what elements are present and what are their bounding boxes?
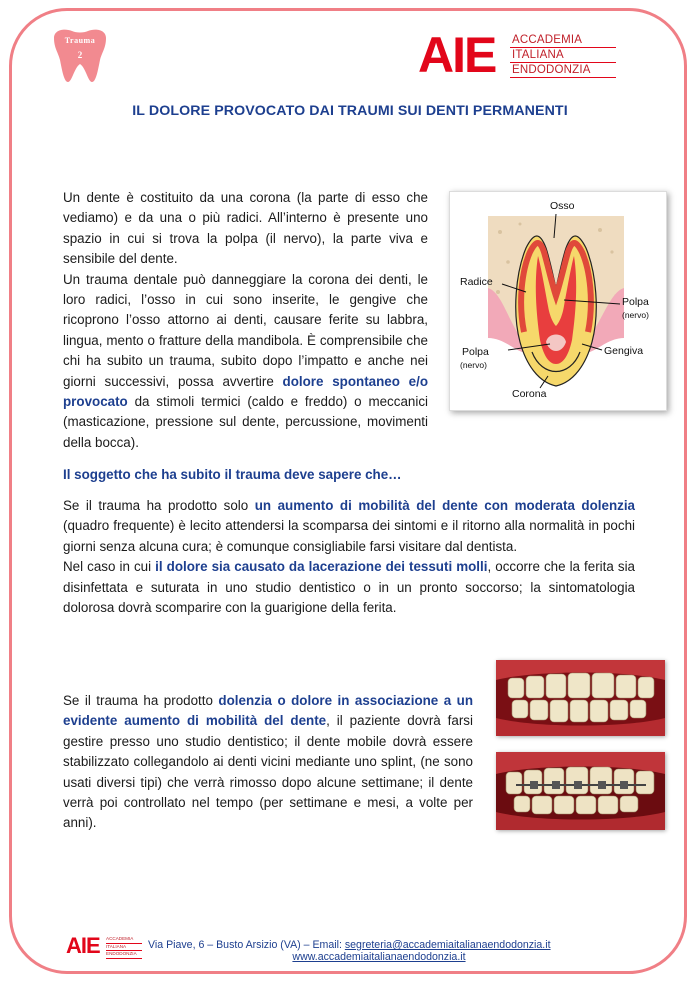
footer-logo-letters: AIE bbox=[66, 933, 100, 958]
label-polpa-right: Polpa bbox=[622, 296, 649, 308]
intro-p2-text-end: da stimoli termici (caldo e freddo) o meccanici (masticazione, pressione sul dente, percussione, movimenti della bocca). bbox=[63, 394, 428, 450]
badge-label: Trauma bbox=[64, 36, 96, 45]
section-paragraph-1 bbox=[63, 496, 635, 557]
footer-address: Via Piave, 6 – Busto Arsizio (VA) – Email: bbox=[148, 939, 345, 951]
label-nervo-left: (nervo) bbox=[460, 360, 487, 370]
footer-logo-line-2: ITALIANA bbox=[106, 944, 142, 952]
section-p1-text: Se il trauma ha prodotto solo bbox=[63, 498, 255, 513]
footer-logo-line-3: ENDODONZIA bbox=[106, 951, 142, 959]
aie-logo bbox=[418, 27, 616, 83]
intro-p2-highlight: dolore spontaneo e/o provocato bbox=[63, 373, 428, 410]
intro-p2-text: Un trauma dentale può danneggiare la corona dei denti, le loro radici, l’osso in cui sono inserite, le gengive che ricoprono l’osso attorno ai denti, causare ferite su labbra, lingua, mento o fratture della mandibola. È comprensibile che chi ha subito un trauma, subito dopo l’impatto e anche nei giorni successivi, possa avvertire bbox=[63, 271, 428, 389]
label-nervo-right: (nervo) bbox=[622, 310, 649, 320]
label-corona: Corona bbox=[512, 388, 547, 400]
section-p2-highlight: il dolore sia causato da lacerazione dei tessuti molli bbox=[155, 559, 488, 575]
tooth-anatomy-diagram bbox=[449, 191, 667, 411]
label-osso: Osso bbox=[550, 200, 575, 212]
logo-line-1: ACCADEMIA bbox=[510, 33, 616, 48]
footer-email-link[interactable]: segreteria@accademiaitalianaendodonzia.it bbox=[344, 939, 551, 951]
footer-logo-line-1: ACCADEMIA bbox=[106, 936, 142, 944]
section-p3-text: Se il trauma ha prodotto bbox=[63, 693, 219, 708]
intro-paragraph-1: Un dente è costituito da una corona (la parte di esso che vediamo) e da una o più radici. All’interno è presente uno spazio in cui si trova la polpa (il nervo), la parte viva e sensibile del dente. bbox=[63, 190, 428, 267]
page-title: IL DOLORE PROVOCATO DAI TRAUMI SUI DENTI PERMANENTI bbox=[132, 103, 568, 119]
section-p1-text-end: (quadro frequente) è lecito attendersi la scomparsa dei sintomi e il ritorno alla normalità in pochi giorni senza alcuna cura; è comunque consigliabile farsi visitare dal dentista. bbox=[63, 518, 635, 554]
footer-website-link[interactable]: www.accademiaitalianaendodonzia.it bbox=[292, 951, 466, 963]
footer-contact bbox=[148, 939, 638, 963]
section-p3-text-end: , il paziente dovrà farsi gestire presso uno studio dentistico; il dente mobile dovrà essere stabilizzato collegandolo ai denti vicini mediante uno splint, (ne sono usati diversi tipi) che verrà rimosso dopo alcune settimane; il dente verrà poi controllato nel tempo (per settimane e mesi, a volte per anni). bbox=[63, 713, 473, 831]
section-p2-text: Nel caso in cui bbox=[63, 559, 156, 575]
section-heading: Il soggetto che ha subito il trauma deve sapere che… bbox=[63, 467, 402, 482]
splint-text bbox=[63, 691, 473, 834]
logo-letters: AIE bbox=[418, 27, 496, 83]
label-polpa-left: Polpa bbox=[462, 346, 489, 358]
section-text bbox=[63, 496, 635, 618]
section-p3-highlight: dolenzia o dolore in associazione a un evidente aumento di mobilità del dente bbox=[63, 693, 473, 729]
logo-line-3: ENDODONZIA bbox=[510, 63, 616, 78]
section-p2-text-end: , occorre che la ferita sia disinfettata e suturata in uno studio dentistico o in un pronto soccorso; la sintomatologia dolorosa dovrà scomparire con la guarigione della ferita. bbox=[63, 559, 635, 616]
intro-paragraph-2 bbox=[63, 270, 428, 454]
logo-line-2: ITALIANA bbox=[510, 48, 616, 63]
teeth-photo bbox=[496, 660, 665, 736]
badge-number: 2 bbox=[77, 50, 83, 60]
splint-photo bbox=[496, 752, 665, 830]
label-radice: Radice bbox=[460, 276, 493, 288]
section-p1-highlight: un aumento di mobilità del dente con moderata dolenzia bbox=[254, 498, 636, 513]
intro-text bbox=[63, 188, 428, 453]
section-paragraph-3 bbox=[63, 691, 473, 834]
section-paragraph-2 bbox=[63, 557, 635, 618]
label-gengiva: Gengiva bbox=[604, 345, 644, 357]
